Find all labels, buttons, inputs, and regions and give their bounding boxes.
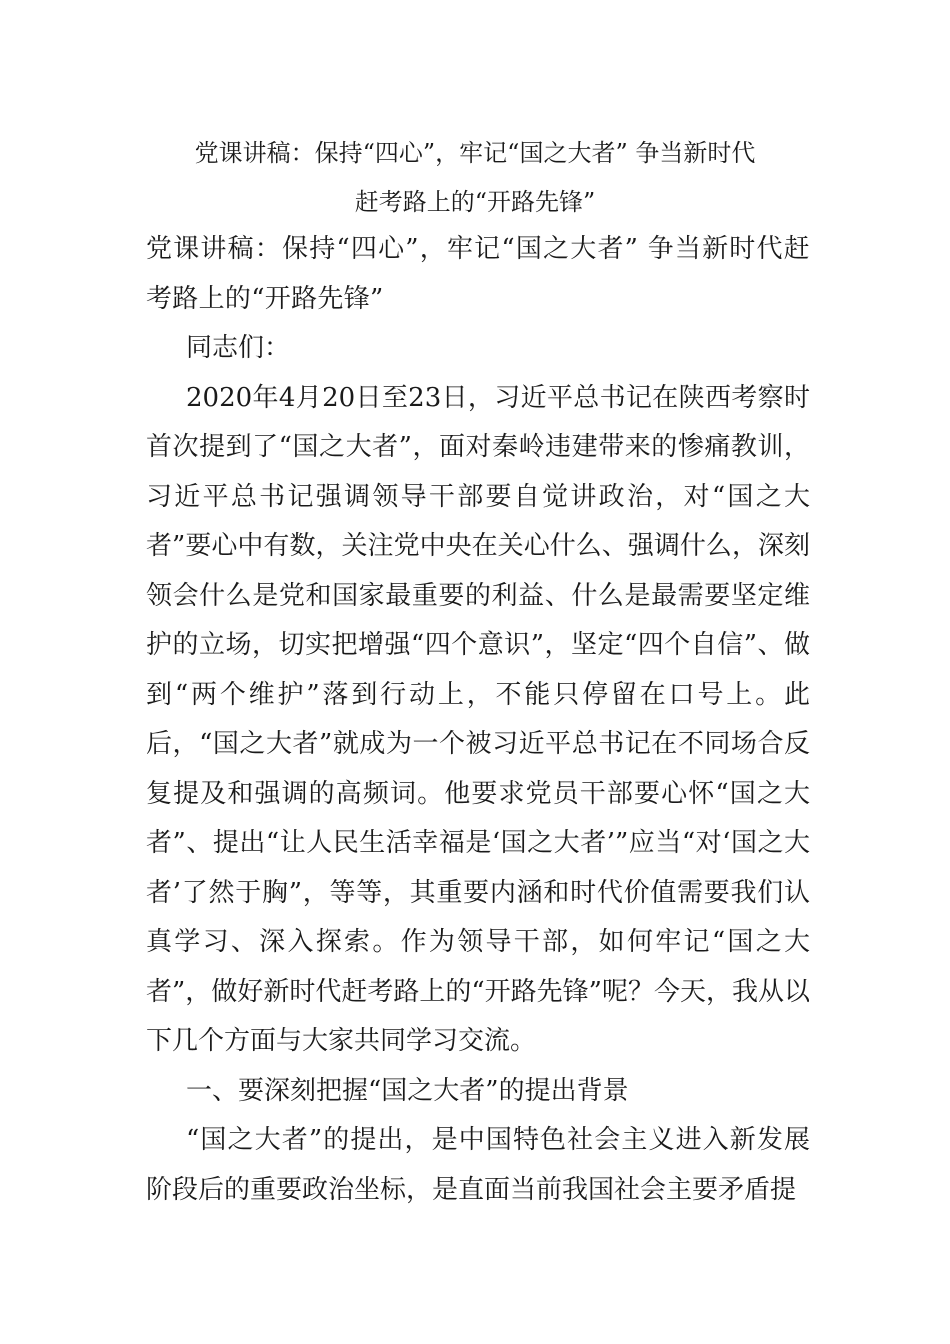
paragraph: 2020年4月20日至23日，习近平总书记在陕西考察时首次提到了“国之大者”，面对秦岭违建带来的惨痛教训，习近平总书记强调领导干部要自觉讲政治，对“国之大者”要心中有数，关注党中央在关心什么、强调什么，深刻领会什么是党和国家最重要的利益、什么是最需要坚定维护的立场，切实把增强“四个意识”，坚定“四个自信”、做到“两个维护”落到行动上，不能只停留在口号上。此后，“国之大者”就成为一个被习近平总书记在不同场合反复提及和强调的高频词。他要求党员干部要心怀“国之大者”、提出“让人民生活幸福是‘国之大者’”应当“对‘国之大者’了然于胸”，等等，其重要内涵和时代价值需要我们认真学习、深入探索。作为领导干部，如何牢记“国之大者”，做好新时代赶考路上的“开路先锋”呢？今天，我从以下几个方面与大家共同学习交流。 — [146, 382, 810, 1056]
paragraph: “国之大者”的提出，是中国特色社会主义进入新发展阶段后的重要政治坐标，是直面当前我国社会主要矛盾提 — [146, 1125, 810, 1205]
section-heading: 一、要深刻把握“国之大者”的提出背景 — [186, 1075, 629, 1106]
document-title-line-1: 党课讲稿：保持“四心”，牢记“国之大者” 争当新时代 — [194, 139, 756, 167]
document-body — [146, 225, 810, 1215]
salutation: 同志们： — [186, 333, 291, 363]
document-title-line-2: 赶考路上的“开路先锋” — [354, 188, 596, 216]
repeated-title: 党课讲稿：保持“四心”，牢记“国之大者” 争当新时代赶考路上的“开路先锋” — [146, 234, 810, 314]
